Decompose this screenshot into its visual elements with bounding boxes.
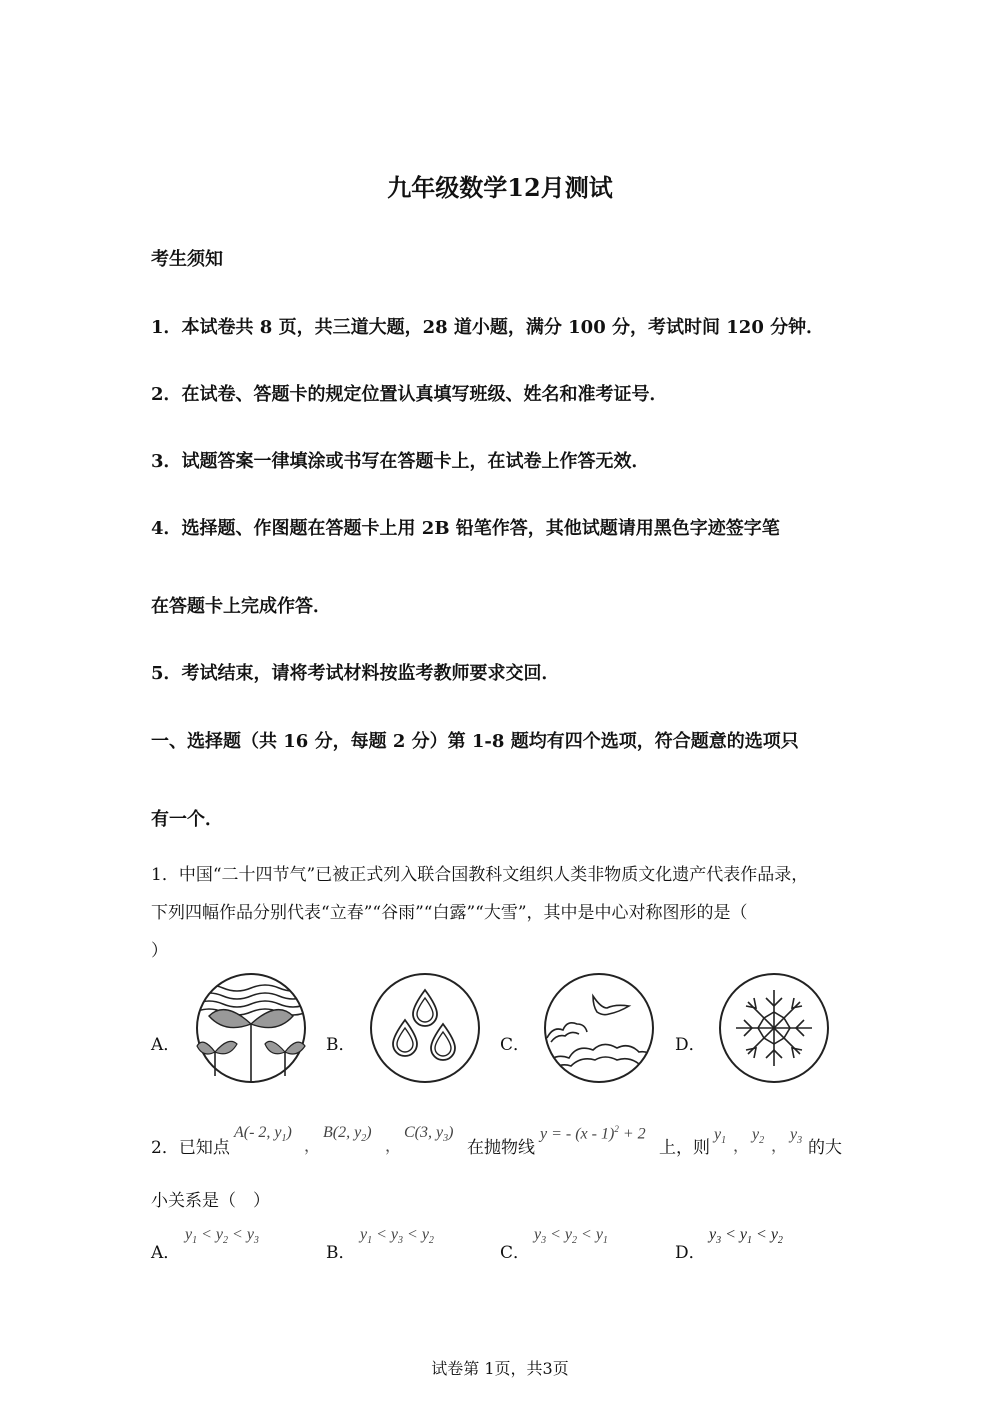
- q2-text-line-2: 小关系是（ ）: [151, 1191, 270, 1211]
- q2-y2: $y_2$: [752, 1126, 765, 1147]
- q2-point-c: C(3, $y_3$): [404, 1124, 454, 1145]
- q1-option-a-label[interactable]: A．: [151, 1035, 181, 1055]
- notice-item-4: 4．选择题、作图题在答题卡上用 2B 铅笔作答，其他试题请用黑色字迹签字笔: [151, 518, 780, 539]
- notice-item-3: 3．试题答案一律填涂或书写在答题卡上，在试卷上作答无效．: [151, 451, 650, 472]
- white-dew-cloud-bird-icon: [543, 972, 655, 1084]
- q2-sep-2: ，: [385, 1138, 402, 1155]
- q2-parabola-equation: y = - (x - 1)$^2$ + 2: [540, 1124, 646, 1143]
- q2-option-b-expr[interactable]: $y_1 < y_3 < y_2$: [360, 1226, 434, 1247]
- q2-sep-4: ，: [771, 1138, 788, 1155]
- q2-of-big: 的大: [808, 1138, 842, 1158]
- q2-point-b: B(2, $y_2$): [323, 1124, 372, 1145]
- q1-text-line-3: ）: [151, 941, 168, 961]
- grain-rain-drops-icon: [369, 972, 481, 1084]
- q1-option-b-label[interactable]: B．: [326, 1035, 356, 1055]
- q1-option-d-label[interactable]: D．: [675, 1035, 706, 1055]
- q1-option-c-label[interactable]: C．: [500, 1035, 531, 1055]
- notice-item-1: 1．本试卷共 8 页，共三道大题，28 道小题，满分 100 分，考试时间 120 分钟．: [151, 317, 825, 338]
- q2-on-parabola: 在抛物线: [467, 1138, 535, 1158]
- notice-item-5: 5．考试结束，请将考试材料按监考教师要求交回．: [151, 663, 560, 684]
- section-heading-cont: 有一个．: [151, 809, 223, 830]
- q2-prefix: 2．已知点: [151, 1138, 230, 1158]
- q2-option-d-expr[interactable]: $y_3 < y_1 < y_2$: [709, 1226, 783, 1247]
- q2-option-c-label[interactable]: C．: [500, 1243, 531, 1263]
- q2-option-b-label[interactable]: B．: [326, 1243, 356, 1263]
- q1-text-line-2: 下列四幅作品分别代表“立春”“谷雨”“白露”“大雪”，其中是中心对称图形的是（: [151, 903, 748, 923]
- q2-option-d-label[interactable]: D．: [675, 1243, 706, 1263]
- notice-item-2: 2．在试卷、答题卡的规定位置认真填写班级、姓名和准考证号．: [151, 384, 668, 405]
- notice-heading: 考生须知: [151, 249, 223, 270]
- section-heading: 一、选择题（共 16 分，每题 2 分）第 1-8 题均有四个选项，符合题意的选项只: [151, 731, 799, 752]
- q2-point-a: A(- 2, $y_1$): [234, 1124, 292, 1145]
- page-footer: 试卷第 1页，共3页: [431, 1359, 569, 1378]
- q2-y3: $y_3$: [790, 1126, 803, 1147]
- heavy-snow-snowflake-icon: [718, 972, 830, 1084]
- notice-item-4-cont: 在答题卡上完成作答．: [151, 596, 331, 617]
- q1-text-line-1: 1．中国“二十四节气”已被正式列入联合国教科文组织人类非物质文化遗产代表作品录，: [151, 865, 809, 885]
- page-title: 九年级数学12月测试: [387, 173, 613, 202]
- q2-y1: $y_1$: [714, 1126, 727, 1147]
- q2-sep-1: ，: [304, 1138, 321, 1155]
- q2-option-c-expr[interactable]: $y_3 < y_2 < y_1$: [534, 1226, 608, 1247]
- q2-option-a-label[interactable]: A．: [151, 1243, 181, 1263]
- q2-sep-3: ，: [733, 1138, 750, 1155]
- spring-sprout-icon: [195, 972, 307, 1084]
- q2-option-a-expr[interactable]: $y_1 < y_2 < y_3$: [185, 1226, 259, 1247]
- q2-then: 上，则: [659, 1138, 710, 1158]
